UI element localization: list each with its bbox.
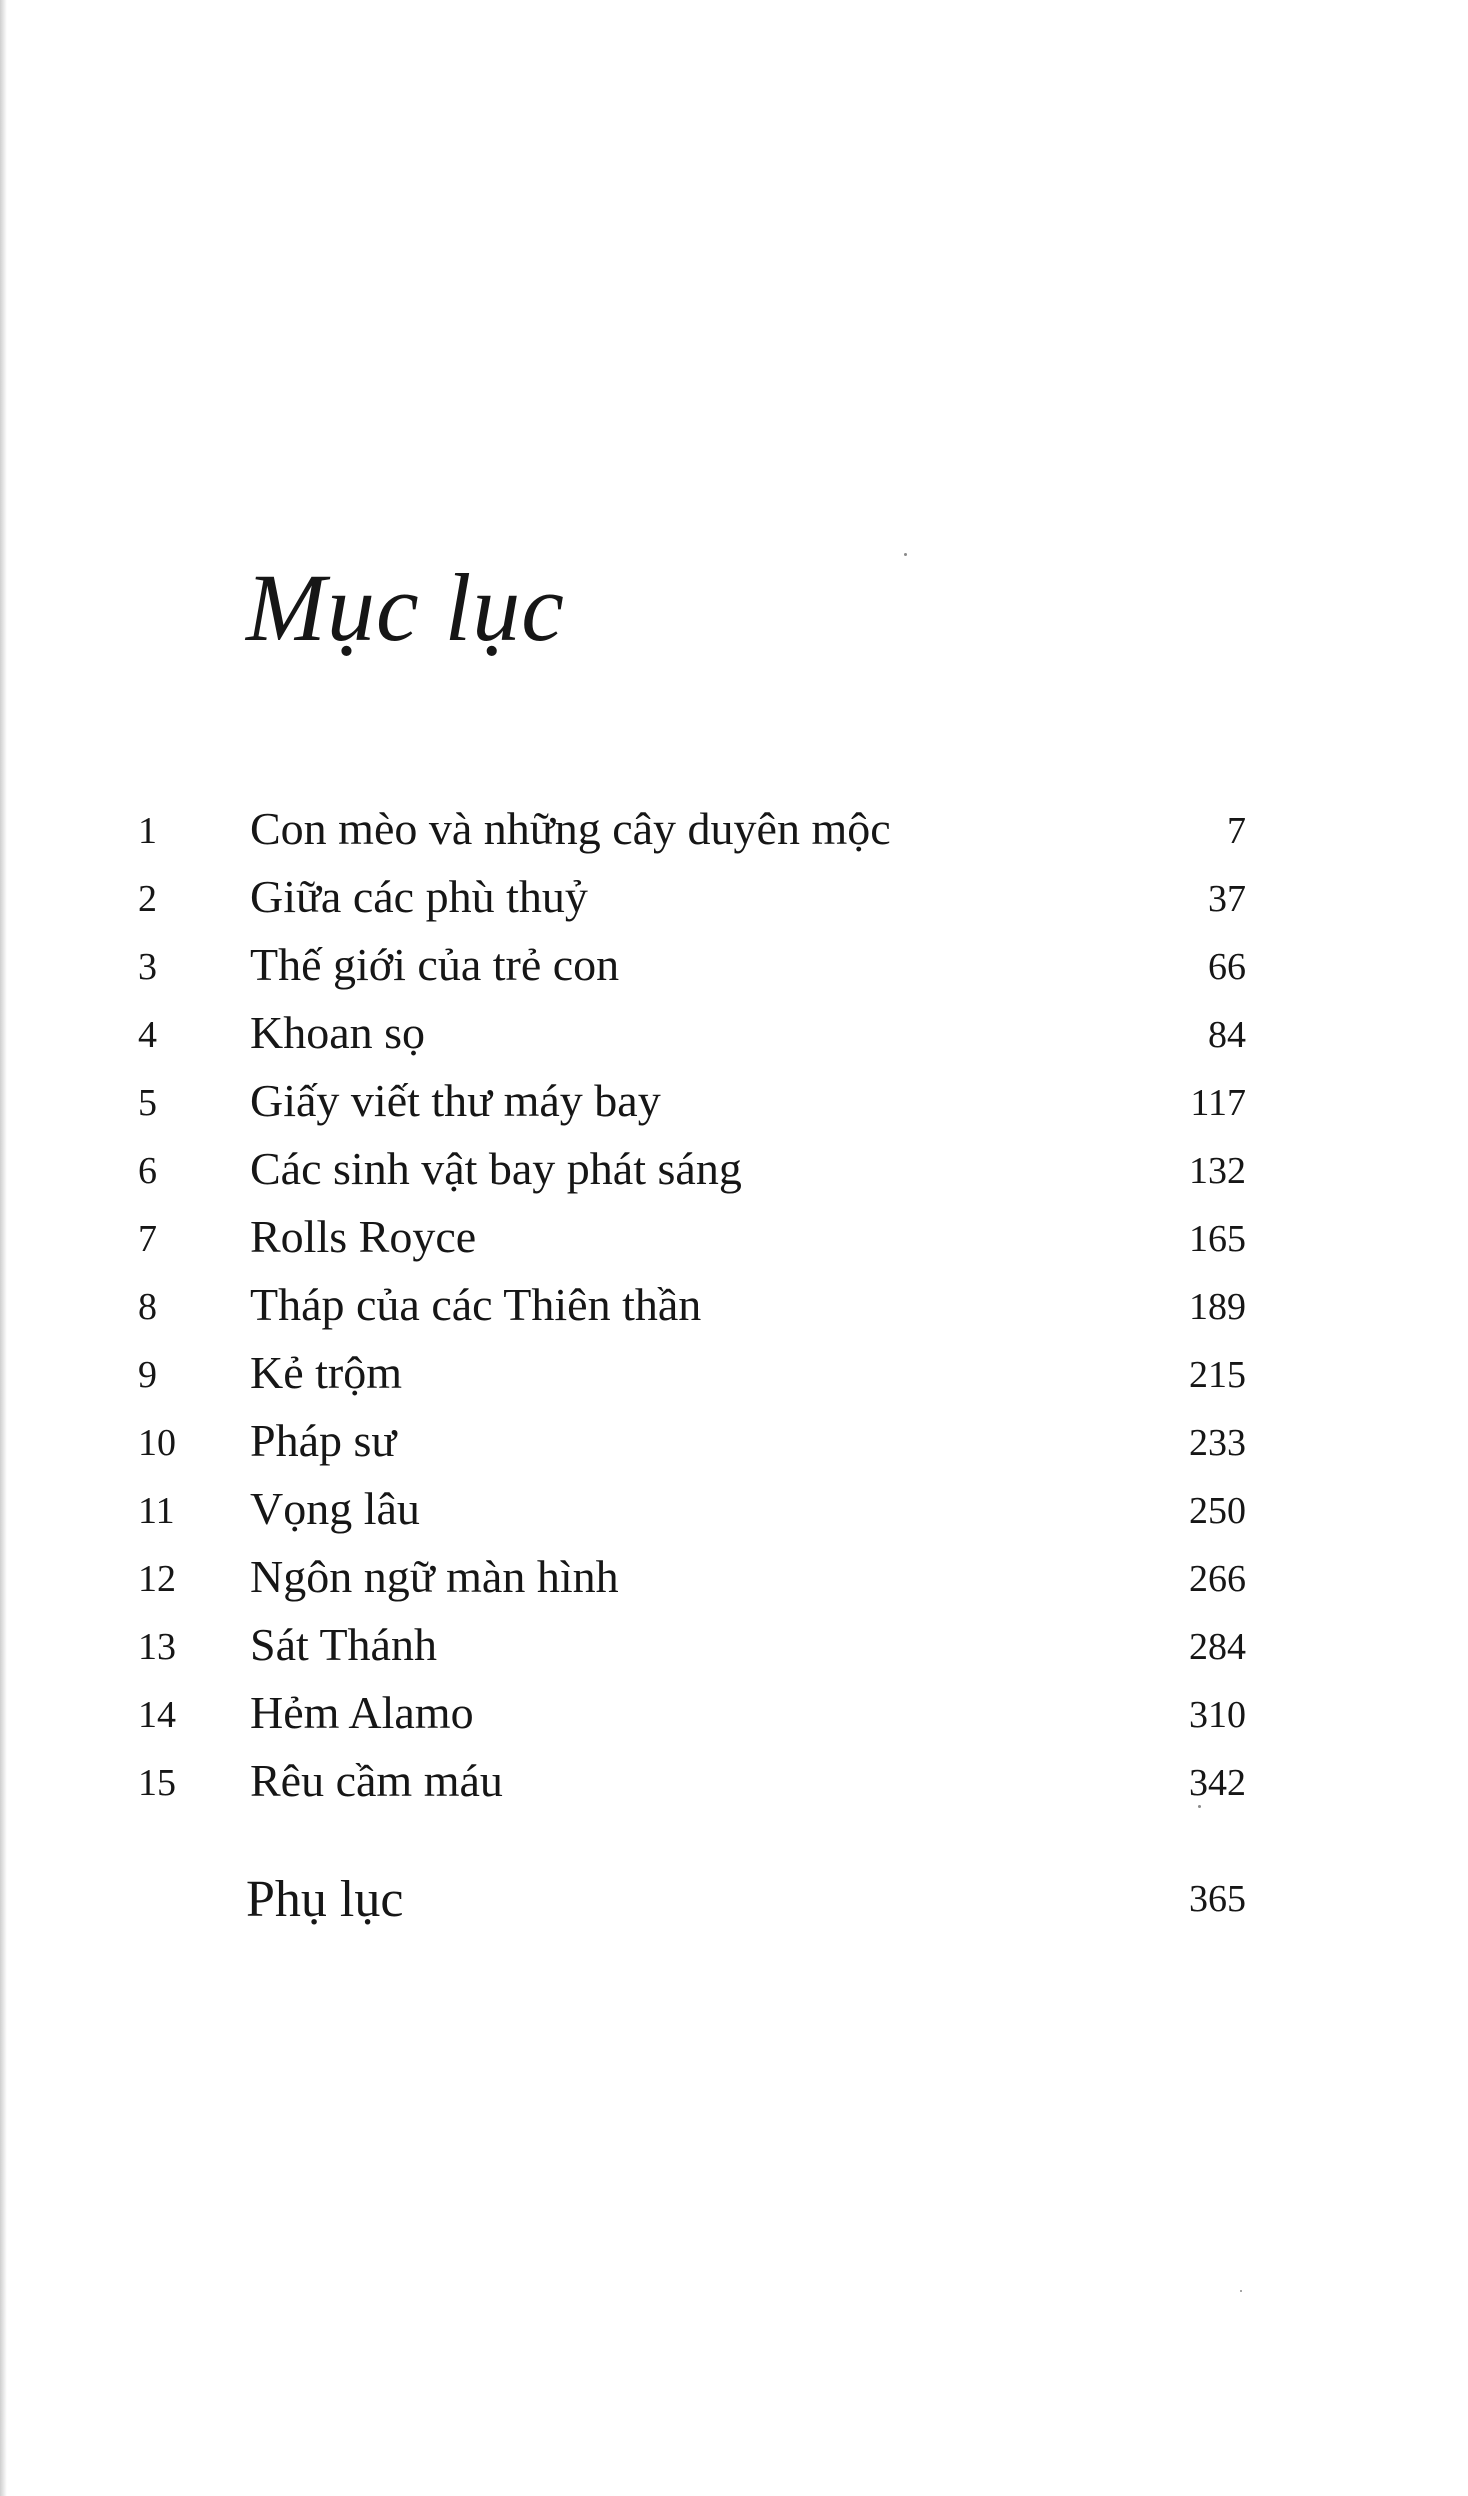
toc-entry [0, 1143, 1468, 1220]
toc-entry [0, 1687, 1468, 1764]
chapter-number: 10 [138, 1422, 176, 1464]
chapter-page-number: 189 [1189, 1286, 1246, 1328]
chapter-number: 11 [138, 1490, 175, 1532]
chapter-page-number: 132 [1189, 1150, 1246, 1192]
chapter-page-number: 117 [1190, 1082, 1246, 1124]
toc-entry [0, 1551, 1468, 1628]
chapter-title: Rolls Royce [250, 1211, 477, 1262]
chapter-page-number: 215 [1189, 1354, 1246, 1396]
chapter-number: 4 [138, 1014, 157, 1056]
toc-entry [0, 1415, 1468, 1492]
chapter-title: Con mèo và những cây duyên mộc [250, 803, 891, 854]
scan-speck [1198, 1805, 1201, 1808]
chapter-page-number: 284 [1189, 1626, 1246, 1668]
chapter-title: Rêu cầm máu [250, 1755, 503, 1806]
chapter-number: 8 [138, 1286, 157, 1328]
chapter-page-number: 310 [1189, 1694, 1246, 1736]
toc-entry [0, 1211, 1468, 1288]
chapter-number: 14 [138, 1694, 176, 1736]
chapter-number: 12 [138, 1558, 176, 1600]
chapter-page-number: 84 [1208, 1014, 1246, 1056]
chapter-number: 5 [138, 1082, 157, 1124]
page-title: Mục lục [246, 554, 565, 661]
chapter-number: 1 [138, 810, 157, 852]
chapter-title: Tháp của các Thiên thần [250, 1279, 702, 1330]
chapter-title: Khoan sọ [250, 1007, 426, 1058]
chapter-title: Giữa các phù thuỷ [250, 871, 588, 922]
chapter-title: Giấy viết thư máy bay [250, 1075, 661, 1126]
chapter-number: 9 [138, 1354, 157, 1396]
toc-entry [0, 1619, 1468, 1696]
scan-speck [904, 553, 907, 556]
chapter-title: Kẻ trộm [250, 1347, 403, 1398]
chapter-number: 6 [138, 1150, 157, 1192]
toc-entry [0, 939, 1468, 1016]
chapter-number: 3 [138, 946, 157, 988]
chapter-title: Các sinh vật bay phát sáng [250, 1143, 742, 1194]
toc-list [0, 803, 1468, 1832]
chapter-page-number: 66 [1208, 946, 1246, 988]
chapter-title: Ngôn ngữ màn hình [250, 1551, 619, 1602]
toc-entry [0, 1755, 1468, 1832]
appendix-entry [0, 1871, 1468, 1950]
toc-entry [0, 1075, 1468, 1152]
toc-entry [0, 1483, 1468, 1560]
toc-entry [0, 1279, 1468, 1356]
chapter-title: Thế giới của trẻ con [250, 939, 620, 990]
chapter-number: 2 [138, 878, 157, 920]
chapter-page-number: 7 [1227, 810, 1246, 852]
appendix-page-number: 365 [1189, 1878, 1246, 1920]
chapter-title: Hẻm Alamo [250, 1687, 474, 1738]
chapter-page-number: 342 [1189, 1762, 1246, 1804]
chapter-number: 15 [138, 1762, 176, 1804]
scan-speck [1240, 2290, 1242, 2292]
chapter-page-number: 266 [1189, 1558, 1246, 1600]
chapter-number: 7 [138, 1218, 157, 1260]
toc-entry [0, 871, 1468, 948]
chapter-page-number: 233 [1189, 1422, 1246, 1464]
chapter-number: 13 [138, 1626, 176, 1668]
chapter-page-number: 250 [1189, 1490, 1246, 1532]
chapter-title: Sát Thánh [250, 1619, 437, 1670]
chapter-title: Vọng lâu [250, 1483, 420, 1534]
chapter-page-number: 165 [1189, 1218, 1246, 1260]
toc-entry [0, 1007, 1468, 1084]
toc-entry [0, 803, 1468, 880]
appendix-title: Phụ lục [246, 1871, 404, 1928]
toc-entry [0, 1347, 1468, 1424]
chapter-page-number: 37 [1208, 878, 1246, 920]
chapter-title: Pháp sư [250, 1415, 397, 1466]
